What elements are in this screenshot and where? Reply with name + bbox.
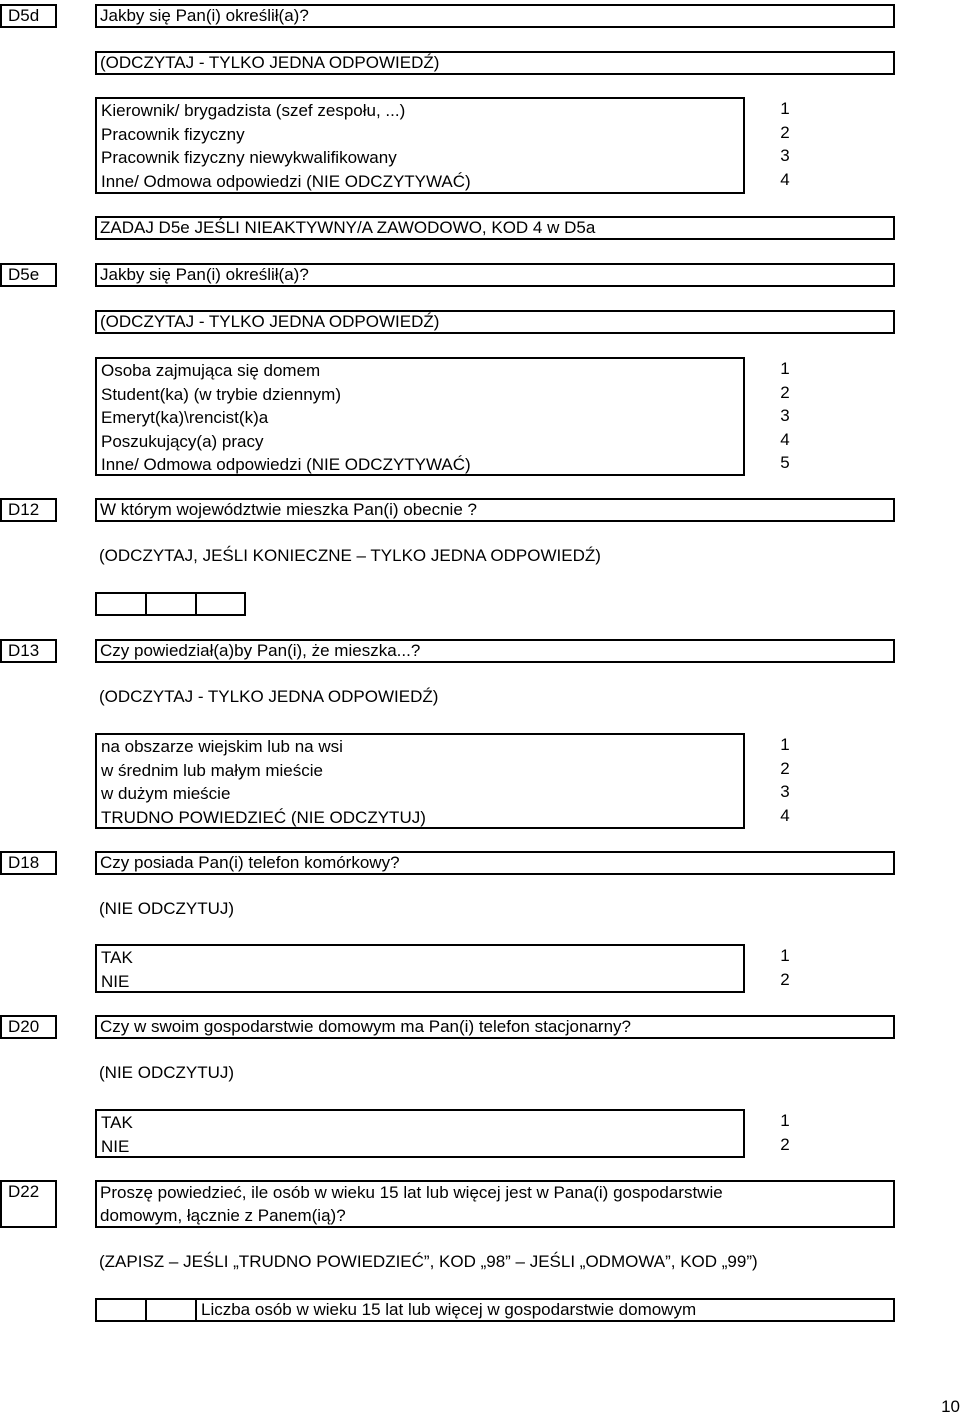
options-box-d13 bbox=[95, 733, 745, 829]
option-code: 5 bbox=[780, 453, 790, 472]
option-label[interactable]: Pracownik fizyczny bbox=[101, 124, 245, 144]
question-d5e: Jakby się Pan(i) określił(a)? bbox=[95, 263, 895, 287]
instruction-d22: (ZAPISZ – JEŚLI „TRUDNO POWIEDZIEĆ”, KOD „98” – JEŚLI „ODMOWA”, KOD „99”) bbox=[99, 1252, 758, 1271]
question-d18: Czy posiada Pan(i) telefon komórkowy? bbox=[95, 851, 895, 875]
option-code: 3 bbox=[780, 782, 790, 801]
option-label[interactable]: Poszukujący(a) pracy bbox=[101, 431, 264, 451]
count-input-cell[interactable] bbox=[95, 1298, 147, 1322]
option-label[interactable]: Osoba zajmująca się domem bbox=[101, 361, 321, 380]
count-input-cell[interactable] bbox=[145, 1298, 197, 1322]
question-id-d5d: D5d bbox=[0, 4, 57, 28]
instruction-d12: (ODCZYTAJ, JEŚLI KONIECZNE – TYLKO JEDNA ODPOWIEDŹ) bbox=[99, 546, 601, 565]
option-code: 1 bbox=[780, 735, 790, 754]
question-id-d20: D20 bbox=[0, 1015, 57, 1039]
question-id-d13: D13 bbox=[0, 639, 57, 663]
option-code: 3 bbox=[780, 146, 790, 165]
filter-instruction: ZADAJ D5e JEŚLI NIEAKTYWNY/A ZAWODOWO, KOD 4 w D5a bbox=[95, 216, 895, 240]
option-code: 1 bbox=[780, 1111, 790, 1130]
option-label[interactable]: w dużym mieście bbox=[101, 784, 231, 803]
instruction-d5d: (ODCZYTAJ - TYLKO JEDNA ODPOWIEDŹ) bbox=[95, 51, 895, 75]
question-id-d18: D18 bbox=[0, 851, 57, 875]
question-id-d22: D22 bbox=[0, 1180, 57, 1228]
option-code: 2 bbox=[780, 758, 790, 778]
instruction-d20: (NIE ODCZYTUJ) bbox=[99, 1063, 235, 1082]
instruction-d13: (ODCZYTAJ - TYLKO JEDNA ODPOWIEDŹ) bbox=[99, 687, 439, 706]
option-label[interactable]: NIE bbox=[101, 1136, 130, 1156]
options-box-d20 bbox=[95, 1109, 745, 1158]
instruction-d18: (NIE ODCZYTUJ) bbox=[99, 899, 235, 918]
answer-label: Liczba osób w wieku 15 lat lub więcej w gospodarstwie domowym bbox=[201, 1300, 697, 1319]
question-d13: Czy powiedział(a)by Pan(i), że mieszka...? bbox=[95, 639, 895, 663]
option-code: 2 bbox=[780, 382, 790, 402]
option-label[interactable]: Inne/ Odmowa odpowiedzi (NIE ODCZYTYWAĆ) bbox=[101, 455, 471, 474]
question-id-d5e: D5e bbox=[0, 263, 57, 287]
options-box-d18 bbox=[95, 944, 745, 993]
option-code: 4 bbox=[780, 805, 790, 825]
option-code: 4 bbox=[780, 429, 790, 449]
option-label[interactable]: TAK bbox=[101, 948, 133, 967]
option-label[interactable]: Emeryt(ka)\rencist(k)a bbox=[101, 408, 269, 427]
option-code: 4 bbox=[780, 169, 790, 189]
page-number: 10 bbox=[941, 1397, 960, 1416]
answer-label-box bbox=[195, 1298, 895, 1322]
option-label[interactable]: Kierownik/ brygadzista (szef zespołu, ...) bbox=[101, 101, 406, 120]
option-label[interactable]: Student(ka) (w trybie dziennym) bbox=[101, 384, 341, 404]
question-d20: Czy w swoim gospodarstwie domowym ma Pan(i) telefon stacjonarny? bbox=[95, 1015, 895, 1039]
question-d22 bbox=[95, 1180, 895, 1228]
option-code: 2 bbox=[780, 969, 790, 989]
option-code: 2 bbox=[780, 122, 790, 142]
option-label[interactable]: TRUDNO POWIEDZIEĆ (NIE ODCZYTUJ) bbox=[101, 807, 426, 827]
option-code: 1 bbox=[780, 99, 790, 118]
code-input-cell[interactable] bbox=[95, 592, 147, 616]
question-id-d12: D12 bbox=[0, 498, 57, 522]
options-box-d5d bbox=[95, 97, 745, 194]
question-line: domowym, łącznie z Panem(ią)? bbox=[100, 1206, 346, 1225]
option-label[interactable]: Pracownik fizyczny niewykwalifikowany bbox=[101, 148, 397, 167]
option-label[interactable]: na obszarze wiejskim lub na wsi bbox=[101, 737, 343, 756]
instruction-d5e: (ODCZYTAJ - TYLKO JEDNA ODPOWIEDŹ) bbox=[95, 310, 895, 334]
option-code: 1 bbox=[780, 946, 790, 965]
question-d5d: Jakby się Pan(i) określił(a)? bbox=[95, 4, 895, 28]
option-label[interactable]: w średnim lub małym mieście bbox=[101, 760, 323, 780]
options-box-d5e bbox=[95, 357, 745, 476]
option-code: 1 bbox=[780, 359, 790, 378]
code-input-cell[interactable] bbox=[145, 592, 197, 616]
option-label[interactable]: NIE bbox=[101, 971, 130, 991]
question-d12: W którym województwie mieszka Pan(i) obecnie ? bbox=[95, 498, 895, 522]
option-code: 3 bbox=[780, 406, 790, 425]
question-line: Proszę powiedzieć, ile osób w wieku 15 lat lub więcej jest w Pana(i) gospodarstwie bbox=[100, 1183, 723, 1202]
option-label[interactable]: TAK bbox=[101, 1113, 133, 1132]
code-input-cell[interactable] bbox=[195, 592, 246, 616]
option-code: 2 bbox=[780, 1134, 790, 1154]
option-label[interactable]: Inne/ Odmowa odpowiedzi (NIE ODCZYTYWAĆ) bbox=[101, 171, 471, 191]
